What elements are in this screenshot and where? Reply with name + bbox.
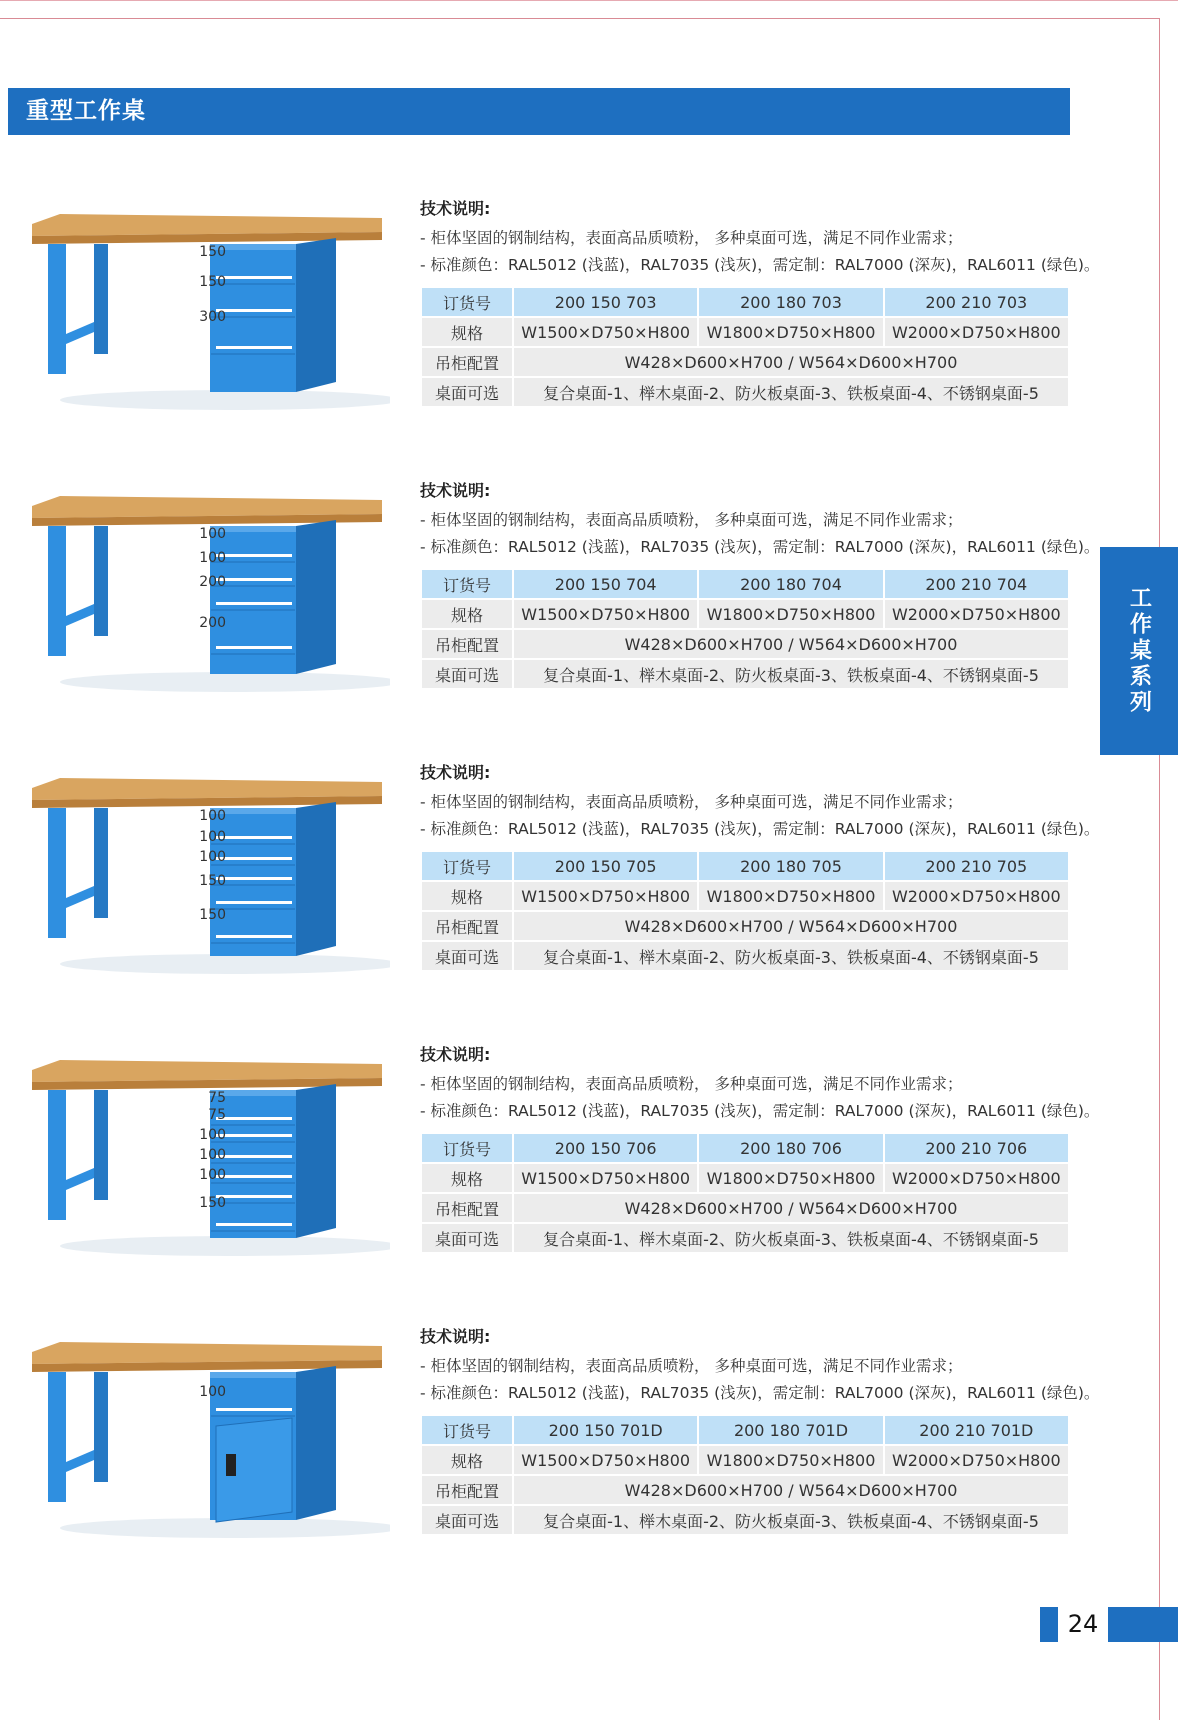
spec-description-colors: - 标准颜色：RAL5012 (浅蓝)，RAL7035 (浅灰)，需定制：RAL7000 (深灰)，RAL6011 (绿色)。 [420, 1384, 1100, 1402]
left-leg-back [94, 1090, 108, 1200]
size-cell: W1800×D750×H800 [698, 599, 883, 629]
order-number-cell: 200 150 701D [513, 1415, 698, 1445]
drawer-height-label: 100 [199, 829, 226, 845]
order-number-row [421, 1415, 1069, 1445]
size-cell: W2000×D750×H800 [884, 317, 1069, 347]
cabinet-config-row [421, 347, 1069, 377]
top-options-row [421, 377, 1069, 407]
cabinet-side [296, 1366, 336, 1520]
order-number-cell: 200 180 701D [698, 1415, 883, 1445]
drawer-handle [216, 877, 292, 880]
spec-description-colors: - 标准颜色：RAL5012 (浅蓝)，RAL7035 (浅灰)，需定制：RAL7000 (深灰)，RAL6011 (绿色)。 [420, 1102, 1100, 1120]
section-title: 重型工作桌 [26, 98, 146, 124]
order-number-cell: 200 150 704 [513, 569, 698, 599]
order-number-cell: 200 210 701D [884, 1415, 1069, 1445]
product-entry [0, 196, 1100, 466]
size-cell: W1500×D750×H800 [513, 599, 698, 629]
left-leg-front [48, 244, 66, 374]
row-label: 吊柜配置 [421, 347, 513, 377]
drawer-height-label: 75 [208, 1107, 226, 1123]
order-number-cell: 200 210 703 [884, 287, 1069, 317]
order-number-cell: 200 150 706 [513, 1133, 698, 1163]
left-leg-front [48, 1090, 66, 1220]
row-label: 吊柜配置 [421, 629, 513, 659]
drawer-height-label: 200 [199, 574, 226, 590]
spec-description-structure: - 柜体坚固的钢制结构，表面高品质喷粉， 多种桌面可选，满足不同作业需求； [420, 511, 963, 529]
top-options-row [421, 1505, 1069, 1535]
left-leg-back [94, 526, 108, 636]
drawer-handle [216, 346, 292, 349]
order-number-cell: 200 150 703 [513, 287, 698, 317]
cabinet-top-strip [210, 1372, 296, 1378]
size-cell: W1500×D750×H800 [513, 317, 698, 347]
left-leg-back [94, 244, 108, 354]
drawer-handle [216, 1175, 292, 1178]
order-number-row [421, 287, 1069, 317]
cabinet-side [296, 520, 336, 674]
order-number-row [421, 1133, 1069, 1163]
order-number-cell: 200 210 706 [884, 1133, 1069, 1163]
spec-table [420, 1132, 1070, 1254]
leg-crossbar [66, 886, 94, 908]
row-label: 吊柜配置 [421, 1193, 513, 1223]
drawer-handle [216, 309, 292, 312]
row-label: 桌面可选 [421, 377, 513, 407]
spec-table [420, 850, 1070, 972]
cabinet-config-cell: W428×D600×H700 / W564×D600×H700 [513, 629, 1069, 659]
left-leg-front [48, 1372, 66, 1502]
size-cell: W2000×D750×H800 [884, 599, 1069, 629]
top-options-row [421, 941, 1069, 971]
spec-description-colors: - 标准颜色：RAL5012 (浅蓝)，RAL7035 (浅灰)，需定制：RAL7000 (深灰)，RAL6011 (绿色)。 [420, 256, 1100, 274]
drawer-height-label: 100 [199, 1127, 226, 1143]
drawer-height-label: 150 [199, 873, 226, 889]
spec-description-structure: - 柜体坚固的钢制结构，表面高品质喷粉， 多种桌面可选，满足不同作业需求； [420, 229, 963, 247]
order-number-row [421, 569, 1069, 599]
size-cell: W1800×D750×H800 [698, 317, 883, 347]
drawer-height-label: 150 [199, 244, 226, 260]
size-cell: W1500×D750×H800 [513, 1445, 698, 1475]
product-entry [0, 1042, 1100, 1312]
cabinet-config-row [421, 911, 1069, 941]
row-label: 订货号 [421, 569, 513, 599]
cabinet-config-cell: W428×D600×H700 / W564×D600×H700 [513, 1475, 1069, 1505]
row-label: 吊柜配置 [421, 1475, 513, 1505]
leg-crossbar [66, 322, 94, 344]
drawer-handle [216, 1195, 292, 1198]
size-cell: W1800×D750×H800 [698, 881, 883, 911]
order-number-cell: 200 180 705 [698, 851, 883, 881]
spec-table [420, 568, 1070, 690]
spec-title: 技术说明: [420, 1045, 491, 1064]
size-cell: W1500×D750×H800 [513, 881, 698, 911]
top-options-cell: 复合桌面-1、榉木桌面-2、防火板桌面-3、铁板桌面-4、不锈钢桌面-5 [513, 1505, 1069, 1535]
drawer-handle [216, 1408, 292, 1411]
row-label: 桌面可选 [421, 1223, 513, 1253]
drawer-handle [216, 1155, 292, 1158]
leg-crossbar [66, 604, 94, 626]
size-cell: W2000×D750×H800 [884, 1163, 1069, 1193]
page-border-top [0, 18, 1160, 19]
drawer-handle [216, 1223, 292, 1226]
size-cell: W2000×D750×H800 [884, 1445, 1069, 1475]
drawer-height-label: 100 [199, 808, 226, 824]
left-leg-front [48, 808, 66, 938]
drawer-handle [216, 646, 292, 649]
spec-title: 技术说明: [420, 1327, 491, 1346]
spec-title: 技术说明: [420, 199, 491, 218]
drawer-height-label: 100 [199, 550, 226, 566]
size-row [421, 881, 1069, 911]
left-leg-back [94, 1372, 108, 1482]
order-number-cell: 200 180 704 [698, 569, 883, 599]
drawer-height-label: 150 [199, 274, 226, 290]
page-number: 24 [1058, 1606, 1108, 1642]
drawer-height-label: 100 [199, 1167, 226, 1183]
row-label: 桌面可选 [421, 941, 513, 971]
product-entry [0, 760, 1100, 1030]
spec-description-colors: - 标准颜色：RAL5012 (浅蓝)，RAL7035 (浅灰)，需定制：RAL7000 (深灰)，RAL6011 (绿色)。 [420, 538, 1100, 556]
row-label: 订货号 [421, 287, 513, 317]
top-options-cell: 复合桌面-1、榉木桌面-2、防火板桌面-3、铁板桌面-4、不锈钢桌面-5 [513, 659, 1069, 689]
size-cell: W1500×D750×H800 [513, 1163, 698, 1193]
top-options-row [421, 1223, 1069, 1253]
drawer-height-label: 200 [199, 615, 226, 631]
cabinet-config-row [421, 629, 1069, 659]
cabinet-config-cell: W428×D600×H700 / W564×D600×H700 [513, 1193, 1069, 1223]
drawer-height-label: 100 [199, 1147, 226, 1163]
drawer-handle [216, 1117, 292, 1120]
order-number-cell: 200 210 704 [884, 569, 1069, 599]
drawer-height-label: 75 [208, 1090, 226, 1106]
row-label: 规格 [421, 1445, 513, 1475]
size-row [421, 1163, 1069, 1193]
spec-table [420, 1414, 1070, 1536]
drawer-handle [216, 602, 292, 605]
spec-title: 技术说明: [420, 481, 491, 500]
size-cell: W1800×D750×H800 [698, 1445, 883, 1475]
left-leg-front [48, 526, 66, 656]
drawer-handle [216, 554, 292, 557]
door-lock [226, 1454, 236, 1476]
drawer-height-label: 100 [199, 849, 226, 865]
order-number-cell: 200 150 705 [513, 851, 698, 881]
leg-crossbar [66, 1450, 94, 1472]
product-entry [0, 1324, 1100, 1594]
cabinet-config-row [421, 1193, 1069, 1223]
row-label: 规格 [421, 317, 513, 347]
spec-description-colors: - 标准颜色：RAL5012 (浅蓝)，RAL7035 (浅灰)，需定制：RAL7000 (深灰)，RAL6011 (绿色)。 [420, 820, 1100, 838]
left-leg-back [94, 808, 108, 918]
bench-shadow [60, 672, 390, 692]
size-row [421, 317, 1069, 347]
order-number-row [421, 851, 1069, 881]
drawer-handle [216, 935, 292, 938]
drawer-handle [216, 836, 292, 839]
row-label: 订货号 [421, 1415, 513, 1445]
drawer-height-label: 100 [199, 526, 226, 542]
drawer-handle [216, 578, 292, 581]
order-number-cell: 200 210 705 [884, 851, 1069, 881]
row-label: 订货号 [421, 851, 513, 881]
workbench-image [30, 1342, 390, 1542]
drawer-height-label: 100 [199, 1384, 226, 1400]
drawer-handle [216, 276, 292, 279]
row-label: 规格 [421, 881, 513, 911]
page-border-top-outer [0, 0, 1178, 1]
row-label: 吊柜配置 [421, 911, 513, 941]
size-row [421, 599, 1069, 629]
drawer-handle [216, 857, 292, 860]
order-number-cell: 200 180 703 [698, 287, 883, 317]
size-row [421, 1445, 1069, 1475]
size-cell: W1800×D750×H800 [698, 1163, 883, 1193]
bench-shadow [60, 954, 390, 974]
row-label: 规格 [421, 1163, 513, 1193]
cabinet-side [296, 238, 336, 392]
order-number-cell: 200 180 706 [698, 1133, 883, 1163]
spec-title: 技术说明: [420, 763, 491, 782]
size-cell: W2000×D750×H800 [884, 881, 1069, 911]
drawer-height-label: 150 [199, 1195, 226, 1211]
leg-crossbar [66, 1168, 94, 1190]
section-title-bar [8, 88, 1070, 135]
row-label: 桌面可选 [421, 659, 513, 689]
spec-table [420, 286, 1070, 408]
row-label: 订货号 [421, 1133, 513, 1163]
cabinet-side [296, 1084, 336, 1238]
row-label: 桌面可选 [421, 1505, 513, 1535]
product-entry [0, 478, 1100, 748]
cabinet-config-row [421, 1475, 1069, 1505]
cabinet-config-cell: W428×D600×H700 / W564×D600×H700 [513, 347, 1069, 377]
drawer-handle [216, 1134, 292, 1137]
top-options-cell: 复合桌面-1、榉木桌面-2、防火板桌面-3、铁板桌面-4、不锈钢桌面-5 [513, 377, 1069, 407]
drawer-height-label: 150 [199, 907, 226, 923]
spec-description-structure: - 柜体坚固的钢制结构，表面高品质喷粉， 多种桌面可选，满足不同作业需求； [420, 1357, 963, 1375]
spec-description-structure: - 柜体坚固的钢制结构，表面高品质喷粉， 多种桌面可选，满足不同作业需求； [420, 1075, 963, 1093]
cabinet-config-cell: W428×D600×H700 / W564×D600×H700 [513, 911, 1069, 941]
bench-shadow [60, 1236, 390, 1256]
page-border-right [1159, 18, 1160, 1720]
drawer-handle [216, 901, 292, 904]
spec-description-structure: - 柜体坚固的钢制结构，表面高品质喷粉， 多种桌面可选，满足不同作业需求； [420, 793, 963, 811]
workbench-illustration [30, 1342, 390, 1542]
side-category-label: 工作桌系列 [1126, 586, 1152, 716]
top-options-cell: 复合桌面-1、榉木桌面-2、防火板桌面-3、铁板桌面-4、不锈钢桌面-5 [513, 1223, 1069, 1253]
bench-shadow [60, 390, 390, 410]
row-label: 规格 [421, 599, 513, 629]
top-options-row [421, 659, 1069, 689]
drawer-height-label: 300 [199, 309, 226, 325]
cabinet-side [296, 802, 336, 956]
top-options-cell: 复合桌面-1、榉木桌面-2、防火板桌面-3、铁板桌面-4、不锈钢桌面-5 [513, 941, 1069, 971]
side-category-tab[interactable] [1100, 547, 1178, 755]
cabinet-front [210, 526, 296, 674]
